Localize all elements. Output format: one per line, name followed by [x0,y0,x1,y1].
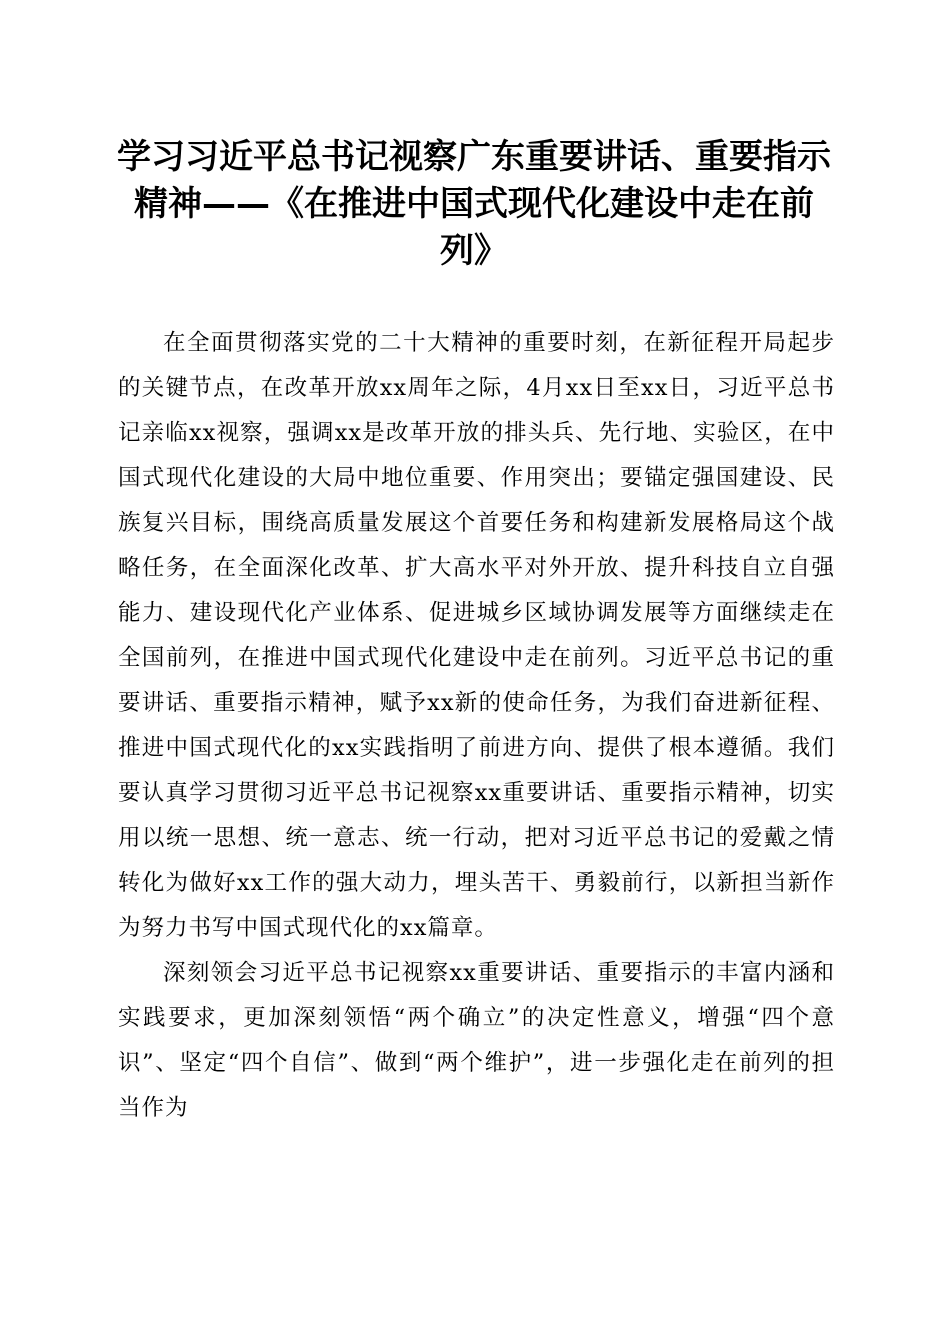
body-paragraph-2: 深刻领会习近平总书记视察xx重要讲话、重要指示的丰富内涵和实践要求，更加深刻领悟“两个确立”的决定性意义，增强“四个意识”、坚定“四个自信”、做到“两个维护”，进一步强化走在前列的担当作为 [118,960,835,1121]
document-title: 学习习近平总书记视察广东重要讲话、重要指示精神——《在推进中国式现代化建设中走在前列》 [117,137,831,271]
body-paragraph-1: 在全面贯彻落实党的二十大精神的重要时刻，在新征程开局起步的关键节点，在改革开放xx周年之际，4月xx日至xx日，习近平总书记亲临xx视察，强调xx是改革开放的排头兵、先行地、实验区，在中国式现代化建设的大局中地位重要、作用突出；要锚定强国建设、民族复兴目标，围绕高质量发展这个首要任务和构建新发展格局这个战略任务，在全面深化改革、扩大高水平对外开放、提升科技自立自强能力、建设现代化产业体系、促进城乡区域协调发展等方面继续走在全国前列，在推进中国式现代化建设中走在前列。习近平总书记的重要讲话、重要指示精神，赋予xx新的使命任务，为我们奋进新征程、推进中国式现代化的xx实践指明了前进方向、提供了根本遵循。我们要认真学习贯彻习近平总书记视察xx重要讲话、重要指示精神，切实用以统一思想、统一意志、统一行动，把对习近平总书记的爱戴之情转化为做好xx工作的强大动力，埋头苦干、勇毅前行，以新担当新作为努力书写中国式现代化的xx篇章。 [118,330,835,941]
document-body [118,321,835,1131]
